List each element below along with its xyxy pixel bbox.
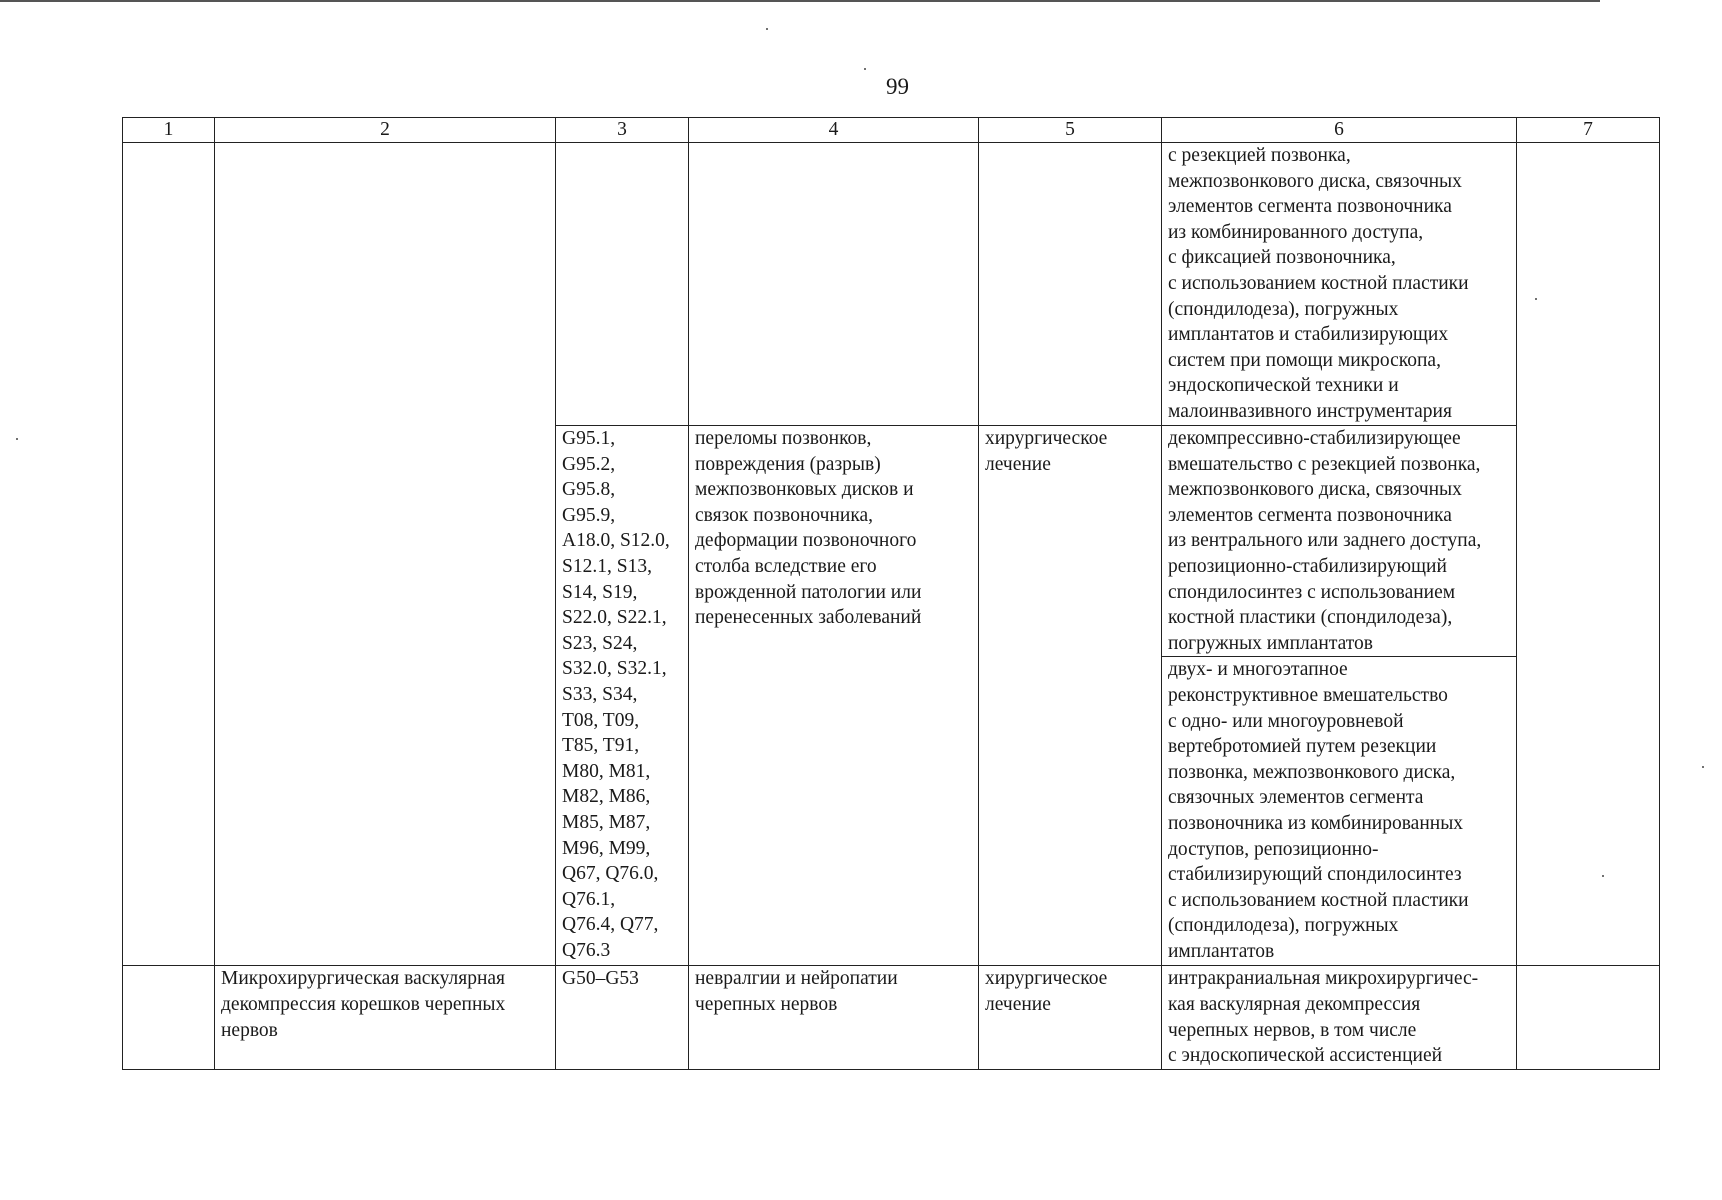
col7-cell — [1517, 966, 1660, 1069]
column-number-7: 7 — [1517, 118, 1660, 143]
col6-cell — [1162, 657, 1517, 966]
column-number-5: 5 — [979, 118, 1162, 143]
treatment-type-cell — [979, 966, 1162, 1069]
treatment-method-text: двух- и многоэтапное реконструктивное вмешательство с одно- или многоуровневой вертебротомией путем резекции позвонка, межпозвонкового диска, связочных элементов сегмента позвоночника из комбинированных доступов, репозиционно- стабилизирующий спондилосинтез с использованием костной пластики (спондилодеза), погружных имплантатов — [1168, 659, 1469, 962]
scan-speck — [1602, 875, 1604, 877]
col6-cell — [1162, 143, 1517, 426]
treatment-method-text: с резекцией позвонка, межпозвонкового диска, связочных элементов сегмента позвоночника из комбинированного доступа, с фиксацией позвоночника, с использованием костной пластики (спондилодеза), погружных имплантатов и стабилизирующих систем при помощи микроскопа, эндоскопической техники и малоинвазивного инструментария — [1168, 145, 1469, 422]
icd-codes-text: G95.1, G95.2, G95.8, G95.9, A18.0, S12.0, S12.1, S13, S14, S19, S22.0, S22.1, S23, S24, S32.0, S32.1, S33, S34, T08, T09, T85, T91, M80, M81, M82, M86, M85, M87, M96, M99, Q67, Q76.0, Q76.1, Q76.4, Q77, Q76.3 — [562, 428, 670, 961]
icd-codes-cell — [556, 966, 689, 1069]
treatment-type-text: хирургическое лечение — [985, 968, 1108, 1015]
column-number-1: 1 — [123, 118, 215, 143]
table-row — [123, 143, 1660, 426]
treatment-type-cell — [979, 426, 1162, 966]
col6-cell — [1162, 426, 1517, 657]
column-number-6: 6 — [1162, 118, 1517, 143]
scan-speck — [1702, 766, 1704, 768]
col7-cell — [1517, 143, 1660, 966]
top-rule — [0, 0, 1600, 2]
scan-speck — [864, 68, 866, 70]
col5-cell — [979, 143, 1162, 426]
col3-cell — [556, 143, 689, 426]
treatment-method-text: декомпрессивно-стабилизирующее вмешательство с резекцией позвонка, межпозвонкового диска, связочных элементов сегмента позвоночника из вентрального или заднего доступа, репозиционно-стабилизирующий спондилосинтез с использованием костной пластики (спондилодеза), погружных имплантатов — [1168, 428, 1482, 654]
procedures-table — [122, 117, 1660, 1070]
page-number: 99 — [886, 74, 909, 99]
column-number-2: 2 — [215, 118, 556, 143]
col1-cell — [123, 143, 215, 966]
diagnosis-cell — [689, 426, 979, 966]
column-number-row — [123, 118, 1660, 143]
col6-cell — [1162, 966, 1517, 1069]
col2-cell — [215, 143, 556, 966]
diagnosis-text: переломы позвонков, повреждения (разрыв) межпозвонковых дисков и связок позвоночника, деформации позвоночного столба вследствие его врожденной патологии или перенесенных заболеваний — [695, 428, 922, 629]
col1-cell — [123, 966, 215, 1069]
scan-speck — [16, 438, 18, 440]
treatment-method-text: интракраниальная микрохирургичес- кая васкулярная декомпрессия черепных нервов, в том числе с эндоскопической ассистенцией — [1168, 968, 1479, 1067]
table-row — [123, 966, 1660, 1069]
treatment-type-text: хирургическое лечение — [985, 428, 1108, 475]
procedure-name-cell — [215, 966, 556, 1069]
scan-speck — [766, 28, 768, 30]
column-number-3: 3 — [556, 118, 689, 143]
icd-codes-cell — [556, 426, 689, 966]
diagnosis-cell — [689, 966, 979, 1069]
column-number-4: 4 — [689, 118, 979, 143]
procedure-name-text: Микрохирургическая васкулярная декомпрессия корешков черепных нервов — [221, 968, 506, 1041]
scan-speck — [1535, 298, 1537, 300]
diagnosis-text: невралгии и нейропатии черепных нервов — [695, 968, 898, 1015]
col4-cell — [689, 143, 979, 426]
icd-codes-text: G50–G53 — [562, 968, 639, 990]
